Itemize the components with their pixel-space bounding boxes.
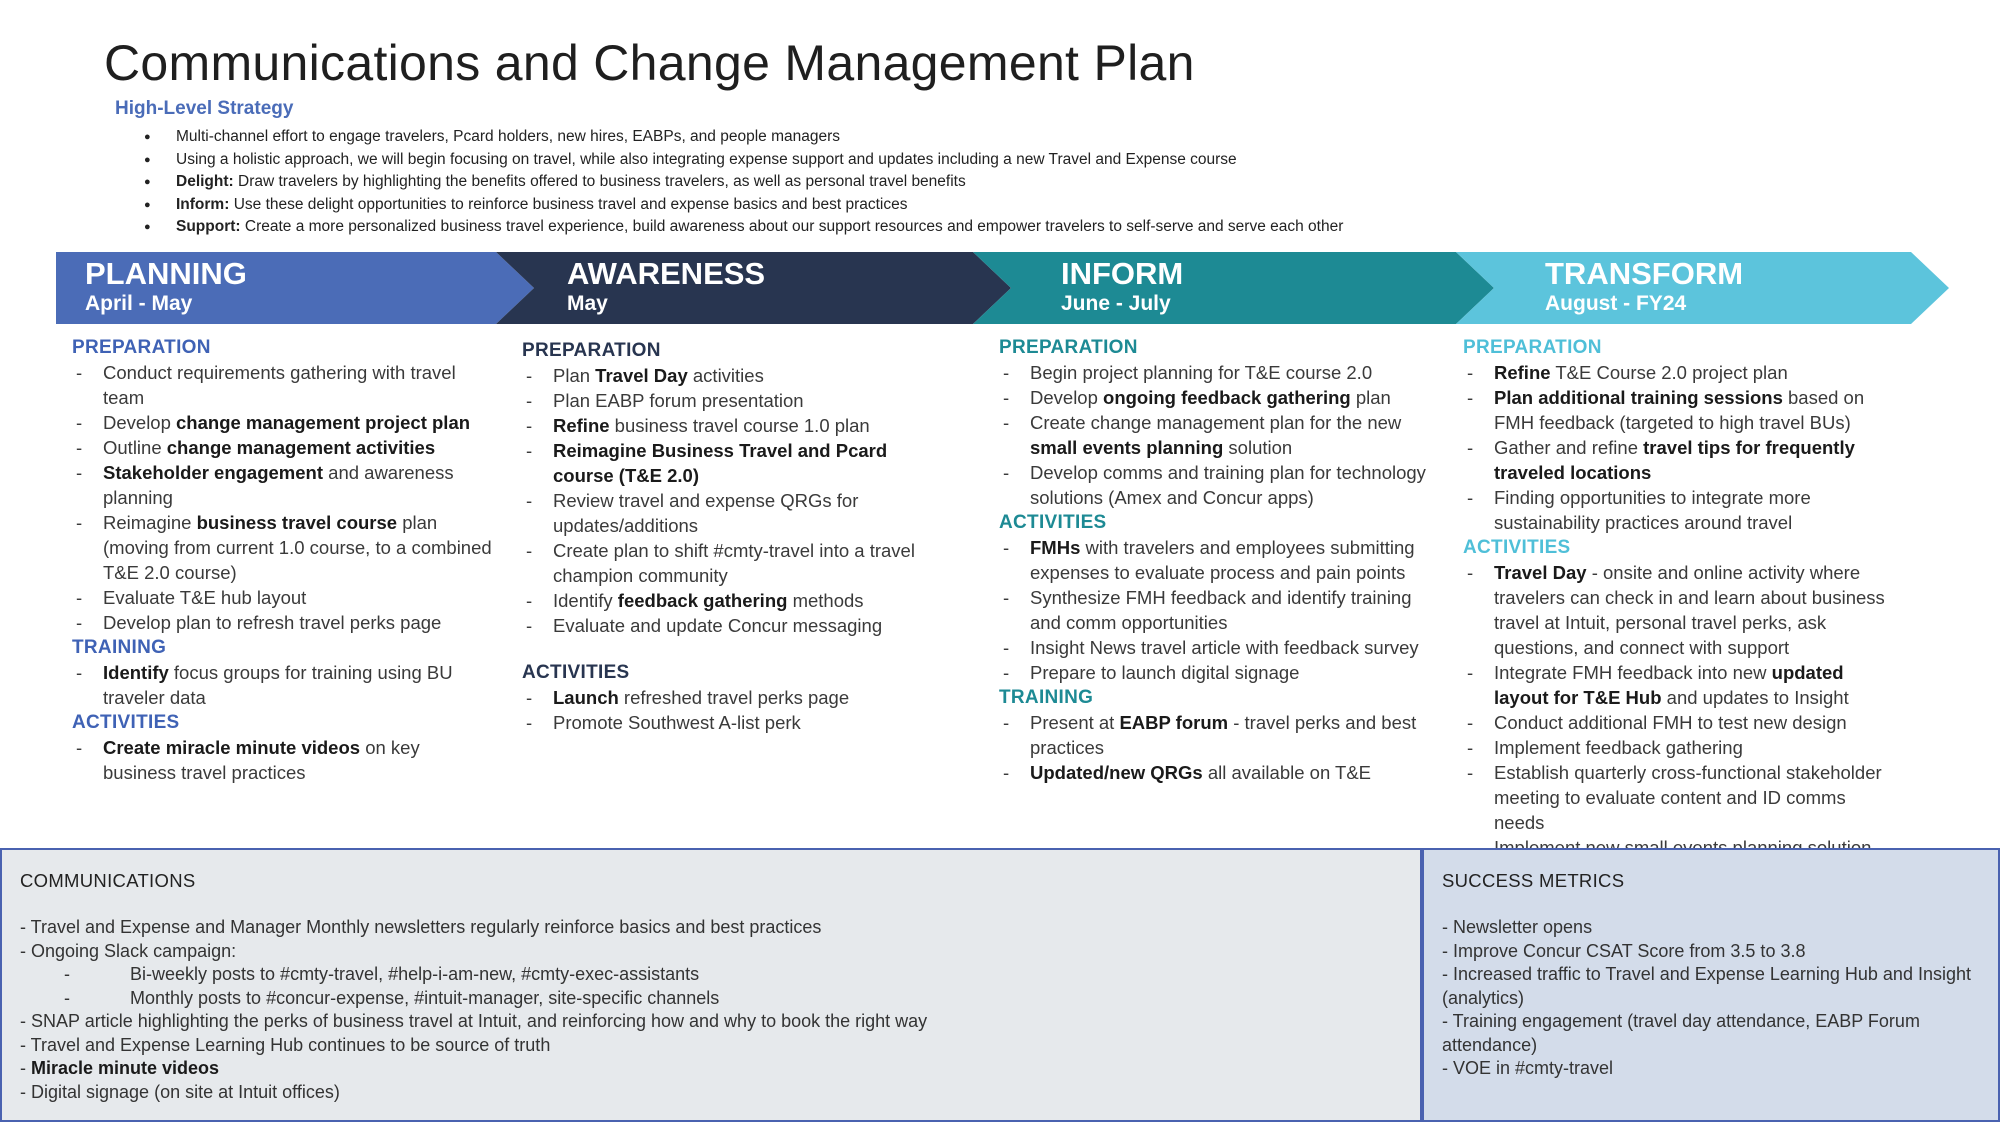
section-heading-training: TRAINING: [999, 687, 1094, 708]
list-item: - Finding opportunities to integrate more sustainability practices around travel: [1463, 485, 1898, 535]
communications-list: [20, 916, 927, 1104]
section-list: [999, 535, 1444, 685]
section-heading-activities: ACTIVITIES: [999, 512, 1107, 533]
success-metrics-list: [1442, 916, 1987, 1081]
communications-panel: [0, 848, 1422, 1122]
list-item: - Begin project planning for T&E course 2.0: [999, 360, 1444, 385]
page-title: Communications and Change Management Plan: [104, 35, 1195, 91]
list-item: - Travel Day - onsite and online activity where travelers can check in and learn about business travel at Intuit, personal travel perks, ask questions, and connect with support: [1463, 560, 1898, 660]
success-metrics-panel: [1422, 848, 2000, 1122]
list-item: - Promote Southwest A-list perk: [522, 710, 932, 735]
list-item: - FMHs with travelers and employees submitting expenses to evaluate process and pain points: [999, 535, 1444, 585]
list-item: - Present at EABP forum - travel perks and best practices: [999, 710, 1444, 760]
success-metrics-heading: SUCCESS METRICS: [1442, 870, 1625, 891]
section-list: [1463, 560, 1898, 860]
communications-heading: COMMUNICATIONS: [20, 870, 196, 891]
list-item: - Integrate FMH feedback into new updated layout for T&E Hub and updates to Insight: [1463, 660, 1898, 710]
metric-line: - Increased traffic to Travel and Expense Learning Hub and Insight (analytics): [1442, 964, 1971, 1008]
list-item: - Plan Travel Day activities: [522, 363, 932, 388]
phase-title-inform: INFORM: [1061, 256, 1184, 291]
column-transform: [1463, 335, 1898, 860]
list-item: - Establish quarterly cross-functional stakeholder meeting to evaluate content and ID comms needs: [1463, 760, 1898, 835]
list-item: - Develop ongoing feedback gathering plan: [999, 385, 1444, 410]
section-list: [72, 735, 492, 785]
chevron-inform: [973, 252, 1494, 324]
list-item: - Review travel and expense QRGs for updates/additions: [522, 488, 932, 538]
metric-line: - Improve Concur CSAT Score from 3.5 to 3.8: [1442, 940, 1806, 961]
list-item: - Updated/new QRGs all available on T&E: [999, 760, 1444, 785]
column-awareness: [522, 338, 932, 735]
communications-line: - SNAP article highlighting the perks of business travel at Intuit, and reinforcing how and why to book the right way: [20, 1011, 928, 1031]
list-item: - Identify feedback gathering methods: [522, 588, 932, 613]
list-item: - Implement feedback gathering: [1463, 735, 1898, 760]
list-item: - Identify focus groups for training using BU traveler data: [72, 660, 492, 710]
communications-line: - Bi-weekly posts to #cmty-travel, #help-i-am-new, #cmty-exec-assistants: [64, 964, 700, 984]
communications-line: - Travel and Expense Learning Hub continues to be source of truth: [20, 1034, 551, 1055]
list-item: - Outline change management activities: [72, 435, 492, 460]
strategy-list: [148, 126, 1343, 239]
list-item: - Refine business travel course 1.0 plan: [522, 413, 932, 438]
list-item: - Prepare to launch digital signage: [999, 660, 1444, 685]
list-item: - Plan EABP forum presentation: [522, 388, 932, 413]
section-heading-preparation: PREPARATION: [1463, 337, 1602, 358]
section-list: [72, 360, 492, 635]
section-heading-activities: ACTIVITIES: [72, 712, 180, 733]
metric-line: - VOE in #cmty-travel: [1442, 1058, 1614, 1078]
list-item: - Plan additional training sessions based on FMH feedback (targeted to high travel BUs): [1463, 385, 1898, 435]
section-list: [522, 363, 932, 638]
section-list: [72, 660, 492, 710]
section-heading-preparation: PREPARATION: [522, 340, 661, 361]
list-item: - Stakeholder engagement and awareness planning: [72, 460, 492, 510]
list-item: - Evaluate T&E hub layout: [72, 585, 492, 610]
strategy-item: ● Multi-channel effort to engage travelers, Pcard holders, new hires, EABPs, and people managers: [148, 126, 1343, 149]
column-inform: [999, 335, 1444, 785]
section-list: [999, 710, 1444, 785]
section-heading-training: TRAINING: [72, 637, 167, 658]
section-list: [522, 685, 932, 735]
list-item: - Conduct requirements gathering with travel team: [72, 360, 492, 410]
list-item: - Create plan to shift #cmty-travel into a travel champion community: [522, 538, 932, 588]
list-item: - Develop plan to refresh travel perks page: [72, 610, 492, 635]
list-item: - Create miracle minute videos on key business travel practices: [72, 735, 492, 785]
phase-dates-planning: April - May: [85, 292, 193, 315]
list-item: - Conduct additional FMH to test new design: [1463, 710, 1898, 735]
phase-title-planning: PLANNING: [85, 256, 247, 291]
metric-line: - Newsletter opens: [1442, 917, 1593, 937]
list-item: - Develop change management project plan: [72, 410, 492, 435]
column-planning: [72, 335, 492, 785]
phase-dates-transform: August - FY24: [1545, 292, 1687, 315]
list-item: - Refine T&E Course 2.0 project plan: [1463, 360, 1898, 385]
list-item: - Gather and refine travel tips for frequently traveled locations: [1463, 435, 1898, 485]
section-heading-preparation: PREPARATION: [72, 337, 211, 358]
strategy-item: ● Inform: Use these delight opportunities to reinforce business travel and expense basics and best practices: [148, 194, 1343, 217]
list-item: - Develop comms and training plan for technology solutions (Amex and Concur apps): [999, 460, 1444, 510]
communications-line: - Ongoing Slack campaign:: [20, 940, 237, 961]
list-item: - Reimagine Business Travel and Pcard course (T&E 2.0): [522, 438, 932, 488]
list-item: - Synthesize FMH feedback and identify training and comm opportunities: [999, 585, 1444, 635]
metric-line: - Training engagement (travel day attendance, EABP Forum attendance): [1442, 1011, 1920, 1055]
section-list: [999, 360, 1444, 510]
strategy-item: ● Delight: Draw travelers by highlighting the benefits offered to business travelers, as well as personal travel benefits: [148, 171, 1343, 194]
list-item: - Create change management plan for the new small events planning solution: [999, 410, 1444, 460]
list-item: - Launch refreshed travel perks page: [522, 685, 932, 710]
communications-line: - Travel and Expense and Manager Monthly newsletters regularly reinforce basics and best practices: [20, 917, 822, 937]
list-item: - Reimagine business travel course plan (moving from current 1.0 course, to a combined T&E 2.0 course): [72, 510, 492, 585]
phase-title-awareness: AWARENESS: [567, 256, 766, 291]
communications-line: - Monthly posts to #concur-expense, #intuit-manager, site-specific channels: [64, 987, 720, 1008]
phase-title-transform: TRANSFORM: [1545, 256, 1744, 291]
communications-line: - Miracle minute videos: [20, 1058, 220, 1078]
section-list: [1463, 360, 1898, 535]
communications-line: - Digital signage (on site at Intuit offices): [20, 1081, 340, 1102]
section-heading-activities: ACTIVITIES: [522, 662, 630, 683]
strategy-heading: High-Level Strategy: [115, 98, 294, 119]
section-heading-preparation: PREPARATION: [999, 337, 1138, 358]
section-heading-activities: ACTIVITIES: [1463, 537, 1571, 558]
phase-dates-awareness: May: [567, 292, 608, 315]
list-item: - Evaluate and update Concur messaging: [522, 613, 932, 638]
strategy-item: ● Using a holistic approach, we will begin focusing on travel, while also integrating expense support and updates including a new Travel and Expense course: [148, 149, 1343, 172]
list-item: - Insight News travel article with feedback survey: [999, 635, 1444, 660]
phase-dates-inform: June - July: [1061, 292, 1171, 315]
strategy-item: ● Support: Create a more personalized business travel experience, build awareness about our support resources and empower travelers to self-serve and serve each other: [148, 216, 1343, 239]
